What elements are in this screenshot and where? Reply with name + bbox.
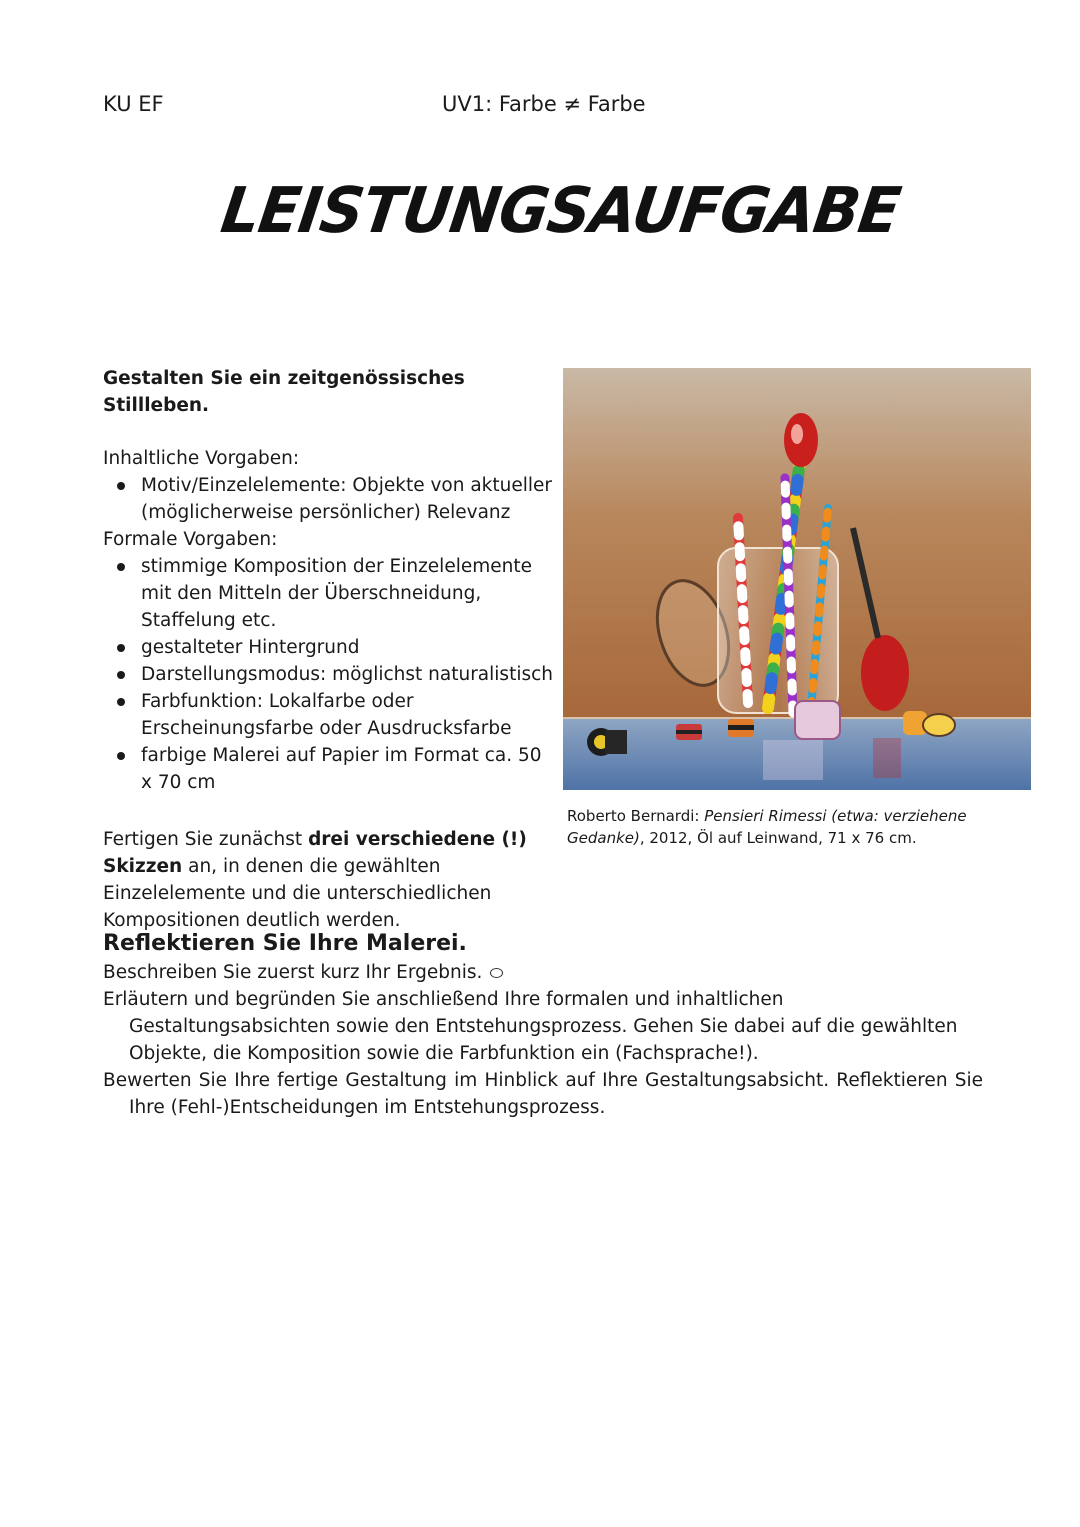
list-item: Motiv/Einzelelemente: Objekte von aktueller (möglicherweise persönlicher) Relevanz [141, 472, 553, 526]
content-requirements-list [103, 472, 553, 526]
task-section [103, 365, 553, 953]
sketch-text-pre: Fertigen Sie zunächst [103, 829, 309, 850]
caption-artwork-title: Pensieri Rimessi (etwa: verziehene Gedanke) [567, 807, 967, 847]
circle-icon [490, 968, 503, 978]
sketch-text-bold: drei verschiedene (!) Skizzen [103, 829, 527, 877]
caption-details: , 2012, Öl auf Leinwand, 71 x 76 cm. [639, 829, 917, 847]
reflection-heading: Reflektieren Sie Ihre Malerei. [103, 931, 467, 956]
sketch-instruction [103, 826, 553, 934]
course-label: KU EF [103, 92, 164, 116]
page-title: LEISTUNGSAUFGABE [216, 174, 905, 248]
list-item: stimmige Komposition der Einzelelemente mit den Mitteln der Überschneidung, Staffelung etc. [141, 553, 553, 634]
describe-text: Beschreiben Sie zuerst kurz Ihr Ergebnis. [103, 962, 483, 983]
explain-instruction: Erläutern und begründen Sie anschließend Ihre formalen und inhaltlichen Gestaltungsabsichten sowie den Entstehungsprozess. Gehen Sie dabei auf die gewählten Objekte, die Komposition sowie die Farbfunktion ein (Fachsprache!). [103, 989, 958, 1064]
unit-title: UV1: Farbe ≠ Farbe [442, 92, 646, 116]
evaluate-instruction: Bewerten Sie Ihre fertige Gestaltung im Hinblick auf Ihre Gestaltungsabsicht. Reflektieren Sie Ihre (Fehl-)Entscheidungen im Entstehungsprozess. [103, 1070, 983, 1118]
still-life-painting [563, 368, 1031, 790]
describe-instruction [103, 959, 983, 986]
list-item: farbige Malerei auf Papier im Format ca. 50 x 70 cm [141, 742, 553, 796]
list-item: Darstellungsmodus: möglichst naturalistisch [141, 661, 553, 688]
painting-caption [567, 805, 1007, 849]
list-item: gestalteter Hintergrund [141, 634, 553, 661]
formal-requirements-list [103, 553, 553, 796]
caption-artist: Roberto Bernardi: [567, 807, 705, 825]
list-item: Farbfunktion: Lokalfarbe oder Erscheinungsfarbe oder Ausdrucksfarbe [141, 688, 553, 742]
content-requirements-label: Inhaltliche Vorgaben: [103, 448, 300, 469]
task-heading: Gestalten Sie ein zeitgenössisches Stillleben. [103, 368, 465, 416]
sketch-text-post: an, in denen die gewählten Einzelelemente und die unterschiedlichen Kompositionen deutlich werden. [103, 856, 492, 931]
formal-requirements-label: Formale Vorgaben: [103, 529, 278, 550]
reflection-section [103, 930, 983, 1121]
